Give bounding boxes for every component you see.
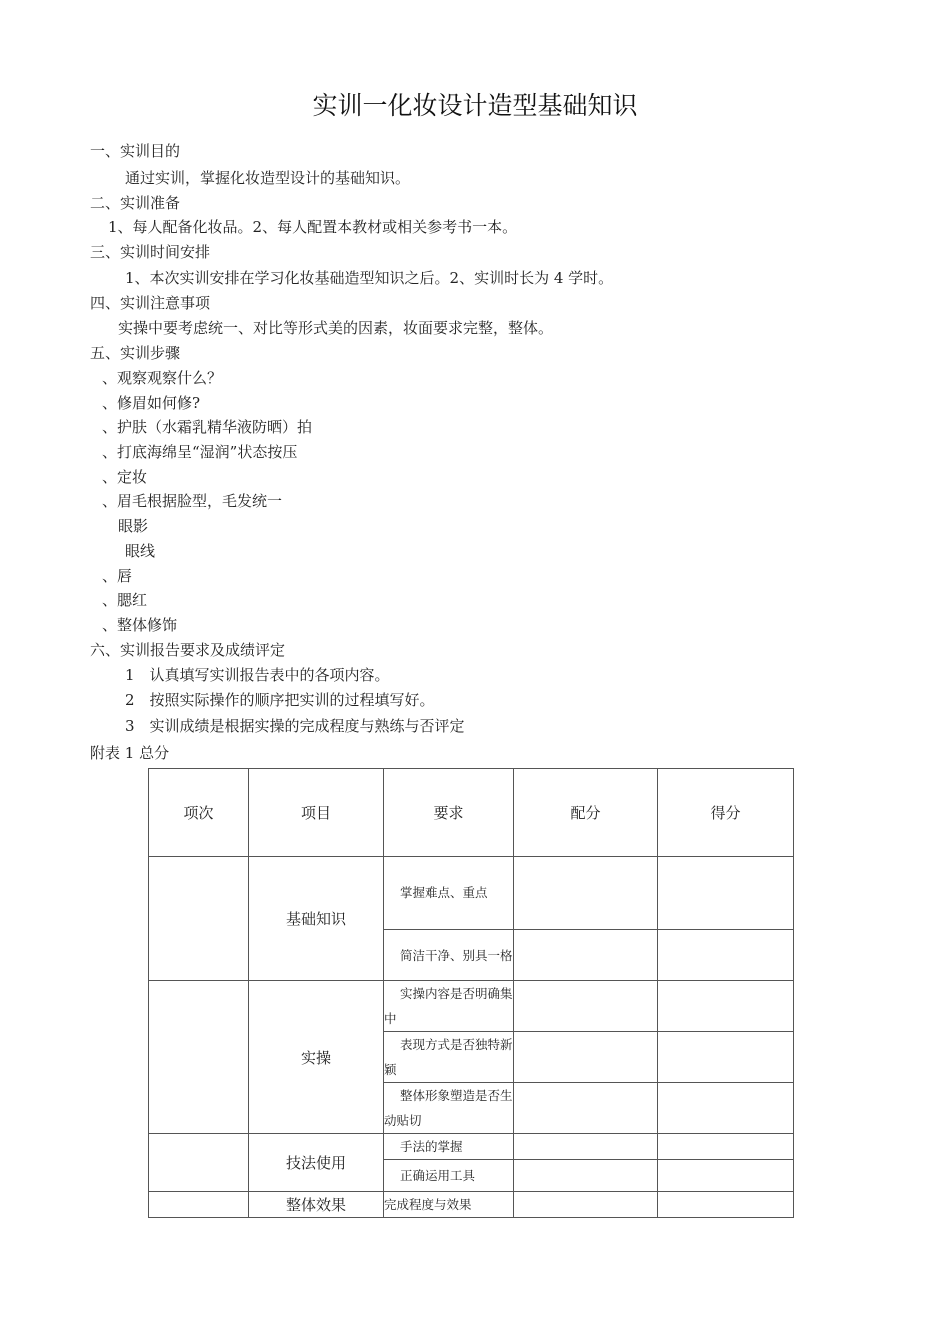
section-heading-schedule: 三、实训时间安排 (90, 243, 211, 261)
score-obtained-cell[interactable] (658, 1134, 794, 1160)
score-allocation-cell[interactable] (514, 981, 658, 1032)
section-heading-notes: 四、实训注意事项 (90, 294, 211, 312)
step-item: 、整体修饰 (102, 616, 178, 634)
index-cell (149, 1134, 249, 1192)
step-item: 、打底海绵呈“湿润”状态按压 (102, 443, 298, 461)
item-cell: 实操 (249, 981, 384, 1134)
section-body-notes: 实操中要考虑统一、对比等形式美的因素，妆面要求完整，整体。 (118, 319, 554, 337)
page-title: 实训一化妆设计造型基础知识 (312, 91, 638, 120)
score-obtained-cell[interactable] (658, 981, 794, 1032)
table-row (149, 1192, 794, 1218)
score-allocation-cell[interactable] (514, 1134, 658, 1160)
header-cell: 要求 (384, 769, 514, 857)
header-cell: 项目 (249, 769, 384, 857)
index-cell (149, 857, 249, 981)
score-allocation-cell[interactable] (514, 1160, 658, 1192)
requirement-cell: 掌握难点、重点 (384, 857, 514, 930)
section-body-preparation: 1、每人配备化妆品。2、每人配置本教材或相关参考书一本。 (108, 218, 518, 236)
table-row (149, 1134, 794, 1160)
score-allocation-cell[interactable] (514, 1032, 658, 1083)
step-item: 、修眉如何修? (102, 394, 201, 412)
section-body-purpose: 通过实训，掌握化妆造型设计的基础知识。 (125, 169, 411, 187)
item-cell: 基础知识 (249, 857, 384, 981)
section-body-schedule: 1、本次实训安排在学习化妆基础造型知识之后。2、实训时长为 4 学时。 (125, 269, 614, 287)
score-obtained-cell[interactable] (658, 1032, 794, 1083)
score-allocation-cell[interactable] (514, 1192, 658, 1218)
step-item: 眼线 (125, 542, 156, 560)
header-cell: 得分 (658, 769, 794, 857)
requirement-cell: 正确运用工具 (384, 1160, 514, 1192)
step-item: 、眉毛根据脸型，毛发统一 (102, 492, 283, 510)
step-item: 、护肤（水霜乳精华液防晒）拍 (102, 418, 313, 436)
report-item: 2 按照实际操作的顺序把实训的过程填写好。 (125, 691, 435, 709)
score-obtained-cell[interactable] (658, 857, 794, 930)
score-obtained-cell[interactable] (658, 930, 794, 981)
table-header-row (149, 769, 794, 857)
table-row (149, 981, 794, 1032)
section-heading-purpose: 一、实训目的 (90, 142, 181, 160)
step-item: 、唇 (102, 567, 133, 585)
report-item: 1 认真填写实训报告表中的各项内容。 (125, 666, 390, 684)
section-heading-preparation: 二、实训准备 (90, 194, 181, 212)
requirement-cell: 整体形象塑造是否生动贴切 (384, 1083, 514, 1134)
appendix-label: 附表 1 总分 (90, 744, 170, 762)
index-cell (149, 1192, 249, 1218)
score-allocation-cell[interactable] (514, 930, 658, 981)
header-cell: 配分 (514, 769, 658, 857)
item-cell: 整体效果 (249, 1192, 384, 1218)
table-row (149, 857, 794, 930)
score-allocation-cell[interactable] (514, 1083, 658, 1134)
section-heading-report: 六、实训报告要求及成绩评定 (90, 641, 286, 659)
report-item: 3 实训成绩是根据实操的完成程度与熟练与否评定 (125, 717, 465, 735)
score-table (148, 768, 794, 1218)
score-obtained-cell[interactable] (658, 1083, 794, 1134)
header-cell: 项次 (149, 769, 249, 857)
requirement-cell: 完成程度与效果 (384, 1192, 514, 1218)
score-obtained-cell[interactable] (658, 1160, 794, 1192)
step-item: 、定妆 (102, 468, 148, 486)
requirement-cell: 简洁干净、别具一格 (384, 930, 514, 981)
requirement-cell: 实操内容是否明确集中 (384, 981, 514, 1032)
requirement-cell: 表现方式是否独特新颖 (384, 1032, 514, 1083)
section-heading-steps: 五、实训步骤 (90, 344, 181, 362)
index-cell (149, 981, 249, 1134)
requirement-cell: 手法的掌握 (384, 1134, 514, 1160)
step-item: 眼影 (118, 517, 149, 535)
score-allocation-cell[interactable] (514, 857, 658, 930)
score-obtained-cell[interactable] (658, 1192, 794, 1218)
step-item: 、观察观察什么？ (102, 369, 223, 387)
step-item: 、腮红 (102, 591, 148, 609)
item-cell: 技法使用 (249, 1134, 384, 1192)
